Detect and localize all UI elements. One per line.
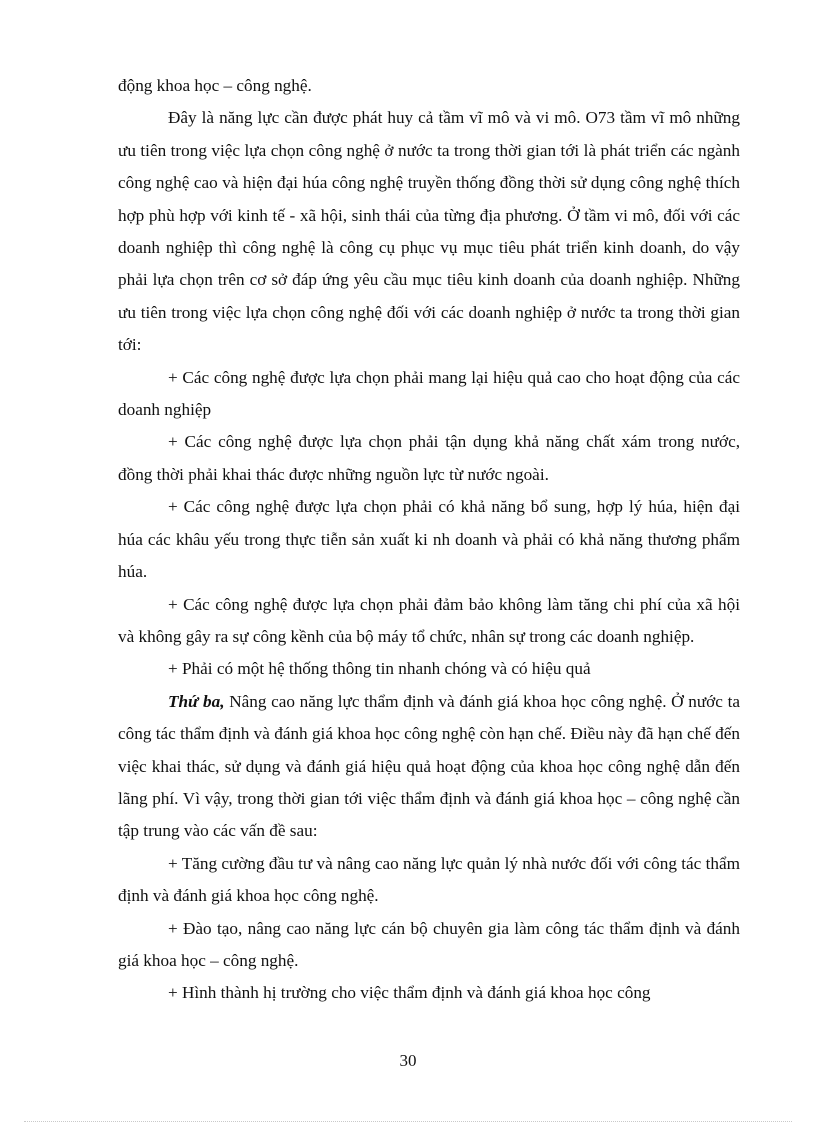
list-item-efficiency: + Các công nghệ được lựa chọn phải mang lại hiệu quả cao cho hoạt động của các doanh nghiệp (118, 367, 740, 420)
paragraph-third-point (118, 686, 740, 848)
list-item-market: + Hình thành hị trường cho việc thẩm định và đánh giá khoa học công (168, 983, 651, 1003)
list-item-training: + Đào tạo, nâng cao năng lực cán bộ chuyên gia làm công tác thẩm định và đánh giá khoa học – công nghệ. (118, 918, 740, 970)
paragraph-third-point-text: Nâng cao năng lực thẩm định và đánh giá khoa học công nghệ. Ở nước ta công tác thẩm định và đánh giá khoa học công nghệ còn hạn chế. Điều này đã hạn chế đến việc khai thác, sử dụng và đánh giá hiệu quả hoạt động của khoa học công nghệ dẫn đến lãng phí. Vì vậy, trong thời gian tới việc thẩm định và đánh giá khoa học – công nghệ cần tập trung vào các vấn đề sau: (118, 691, 740, 841)
paragraph-continuation: động khoa học – công nghệ. (118, 76, 312, 95)
section-lead: Thứ ba, (168, 691, 225, 711)
paragraph-capability-levels: Đây là năng lực cần được phát huy cả tầm vĩ mô và vi mô. O73 tầm vĩ mô những ưu tiên trong việc lựa chọn công nghệ ở nước ta trong thời gian tới là phát triển các ngành công nghệ cao và hiện đại húa công nghệ truyền thống đồng thời sử dụng công nghệ thích hợp phù hợp với kinh tế - xã hội, sinh thái của từng địa phương. Ở tầm vi mô, đối với các doanh nghiệp thì công nghệ là công cụ phục vụ mục tiêu phát triển kinh doanh, do vậy phải lựa chọn trên cơ sở đáp ứng yêu cầu mục tiêu kinh doanh của doanh nghiệp. Những ưu tiên trong việc lựa chọn công nghệ đối với các doanh nghiệp ở nước ta trong thời gian tới: (118, 108, 740, 355)
body-text (118, 70, 740, 1010)
list-item-modernization: + Các công nghệ được lựa chọn phải có khả năng bổ sung, hợp lý húa, hiện đại húa các khâu yếu trong thực tiễn sản xuất ki nh doanh và phải có khả năng thương phẩm húa. (118, 497, 740, 582)
list-item-cost: + Các công nghệ được lựa chọn phải đảm bảo không làm tăng chi phí của xã hội và không gây ra sự công kềnh của bộ máy tổ chức, nhân sự trong các doanh nghiệp. (118, 594, 740, 646)
list-item-investment: + Tăng cường đầu tư và nâng cao năng lực quản lý nhà nước đối với công tác thẩm định và đánh giá khoa học công nghệ. (118, 853, 740, 906)
list-item-information-system: + Phải có một hệ thống thông tin nhanh chóng và có hiệu quả (168, 659, 591, 679)
page-bottom-divider (24, 1121, 792, 1122)
page-number: 30 (399, 1051, 417, 1070)
list-item-domestic-resources: + Các công nghệ được lựa chọn phải tận dụng khả năng chất xám trong nước, đồng thời phải khai thác được những nguồn lực từ nước ngoài. (118, 432, 740, 484)
